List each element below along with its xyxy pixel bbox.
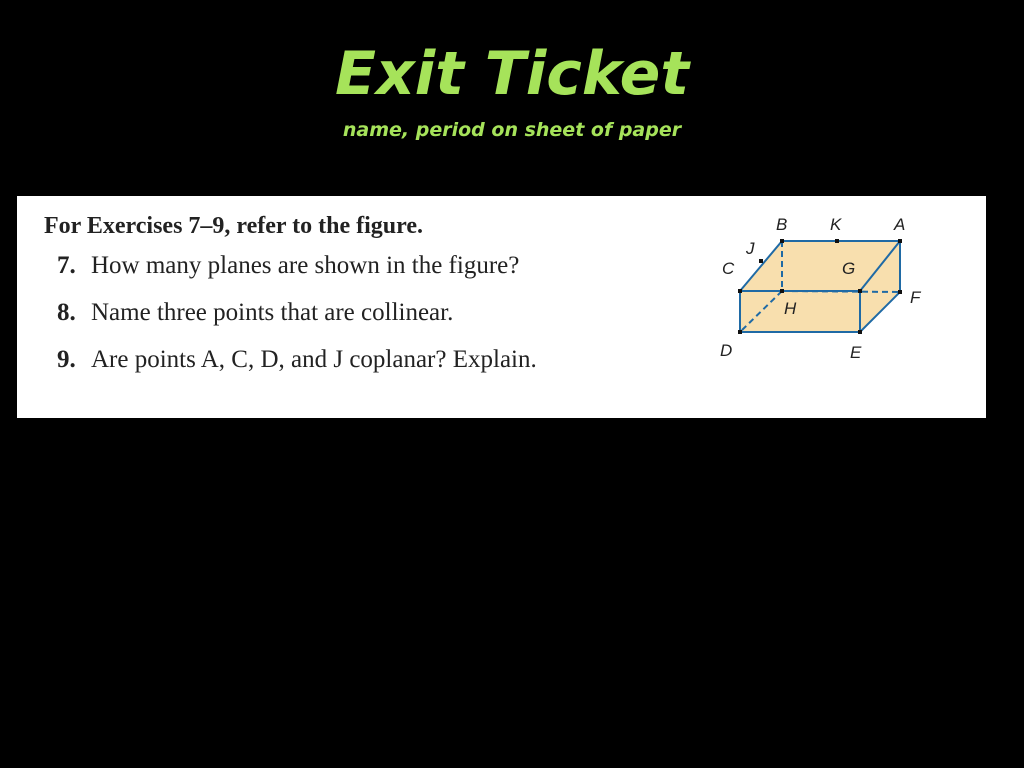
point-b-dot (780, 239, 784, 243)
point-label-b: B (776, 215, 788, 234)
exercise-text: Are points A, C, D, and J coplanar? Explain. (91, 346, 537, 373)
exercise-7 (57, 252, 519, 280)
point-label-k: K (830, 215, 842, 234)
point-h-dot (780, 289, 784, 293)
front-plane (740, 291, 860, 332)
point-j-dot (759, 259, 763, 263)
point-f-dot (898, 290, 902, 294)
slide-subtitle: name, period on sheet of paper (342, 119, 682, 141)
point-label-d: D (720, 341, 733, 360)
point-label-e: E (850, 343, 862, 362)
exercise-number: 7. (57, 252, 76, 279)
point-label-a: A (894, 215, 906, 234)
point-g-dot (858, 289, 862, 293)
exercise-text: Name three points that are collinear. (91, 299, 454, 326)
rectangular-prism-figure (700, 208, 930, 368)
exercise-text: How many planes are shown in the figure? (91, 252, 520, 279)
point-label-f: F (910, 288, 921, 307)
point-label-j: J (746, 239, 755, 258)
exercise-number: 9. (57, 346, 76, 373)
point-label-h: H (784, 299, 797, 318)
point-a-dot (898, 239, 902, 243)
point-label-g: G (842, 259, 856, 278)
point-d-dot (738, 330, 742, 334)
slide-title: Exit Ticket (334, 39, 690, 109)
exercise-9 (57, 346, 537, 374)
point-label-c: C (722, 259, 735, 278)
exercise-number: 8. (57, 299, 76, 326)
point-k-dot (835, 239, 839, 243)
exercise-card (17, 196, 986, 418)
point-e-dot (858, 330, 862, 334)
exercise-heading: For Exercises 7–9, refer to the figure. (44, 213, 424, 239)
exercise-8 (57, 299, 453, 327)
point-c-dot (738, 289, 742, 293)
